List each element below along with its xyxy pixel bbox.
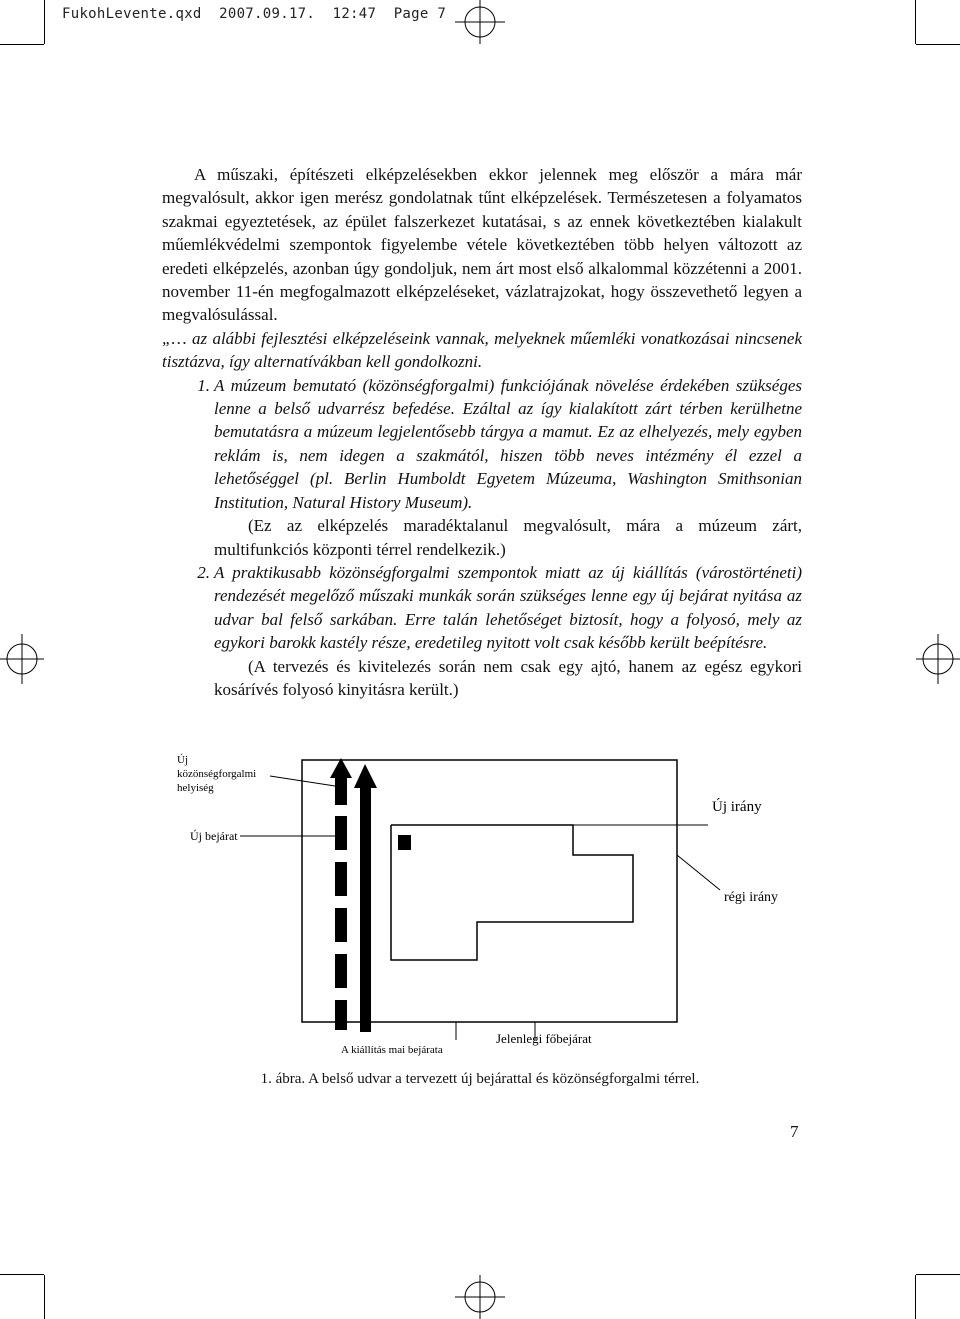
label-new-entrance: Új bejárat [190,829,238,843]
new-direction-arrowhead [330,758,352,778]
list-item-1 [162,374,802,514]
intro-paragraph: A műszaki, építészeti elképzelésekben ekkor jelennek meg először a mára már megvalósult, akkor igen merész gondolatnak tűnt elképzelések. Természetesen a folyamatos szakmai egyeztetések, az épület falszerkezet kutatásai, s az ennek következtében kialakult műemlékvédelmi szempontok figyelembe vétele következtében több helyen változott az eredeti elképzelés, azonban úgy gondoljuk, nem árt most első alkalommal közzétenni a 2001. november 11-én megfogalmazott elképzeléseket, vázlatrajzokat, hogy összevethető legyen a megvalósulással. [162,165,802,325]
registration-mark-right [916,634,960,684]
registration-mark-top [455,0,505,44]
registration-mark-left [0,634,44,684]
quote-paragraph: „… az alábbi fejlesztési elképzeléseink vannak, melyeknek műemléki vonatkozásai nincsenek tisztázva, így alternatívákban kell gondolkozni. [162,328,802,372]
list-text-1: A múzeum bemutató (közönségforgalmi) funkciójának növelése érdekében szükséges lenne a belső udvarrész befedése. Ezáltal az így kialakított zárt térben kerülhetne bemutatásra a múzeum legjelentősebb tárgya a mamut. Ez az elhelyezés, mely egyben reklám is, nem idegen a szakmától, hiszen több neves intézmény él ezzel a lehetőséggel (pl. Berlin Humboldt Egyetem Múzeuma, Washington Smithsonian Institution, Natural History Museum). [214,375,802,512]
list-item-2 [162,561,802,655]
list-number-1: 1. [197,375,210,395]
old-direction-bar [360,780,371,1032]
registration-mark-bottom [455,1275,505,1319]
article-body [162,163,802,701]
label-new-direction: Új irány [712,799,762,815]
list-note-2: (A tervezés és kivitelezés során nem csak egy ajtó, hanem az egész egykori kosárívés folyosó kinyitásra került.) [214,656,802,699]
figure-caption: 1. ábra. A belső udvar a tervezett új bejárattal és közönségforgalmi térrel. [260,1071,700,1087]
label-exhibition-entrance: A kiállítás mai bejárata [341,1044,443,1056]
print-slug: FukohLevente.qxd 2007.09.17. 12:47 Page 7 [62,6,447,22]
list-number-2: 2. [197,562,210,582]
label-old-direction: régi irány [724,890,779,905]
label-current-main-entrance: Jelenlegi főbejárat [496,1031,592,1046]
list-text-2: A praktikusabb közönségforgalmi szempontok miatt az új kiállítás (várostörténeti) rendezését megelőző műszaki munkák során szükséges lenne egy új bejárat nyitása az udvar bal felső sarkában. Erre talán lehetőséget biztosít, hogy a folyosó, mely az egykori barokk kastély része, eredetileg nyitott volt csak később került beépítésre. [214,562,802,653]
page-number: 7 [790,1122,799,1141]
list-note-1: (Ez az elképzelés maradéktalanul megvalósult, mára a múzeum zárt, multifunkciós központi térrel rendelkezik.) [214,516,802,559]
label-new-public-space: Új közönségforgalmi helyiség [177,754,257,794]
new-entrance-block [398,835,411,850]
old-direction-arrowhead [354,764,377,788]
building-outline [302,760,677,1022]
courtyard-outline [391,825,633,960]
new-direction-dashes [335,772,347,1030]
